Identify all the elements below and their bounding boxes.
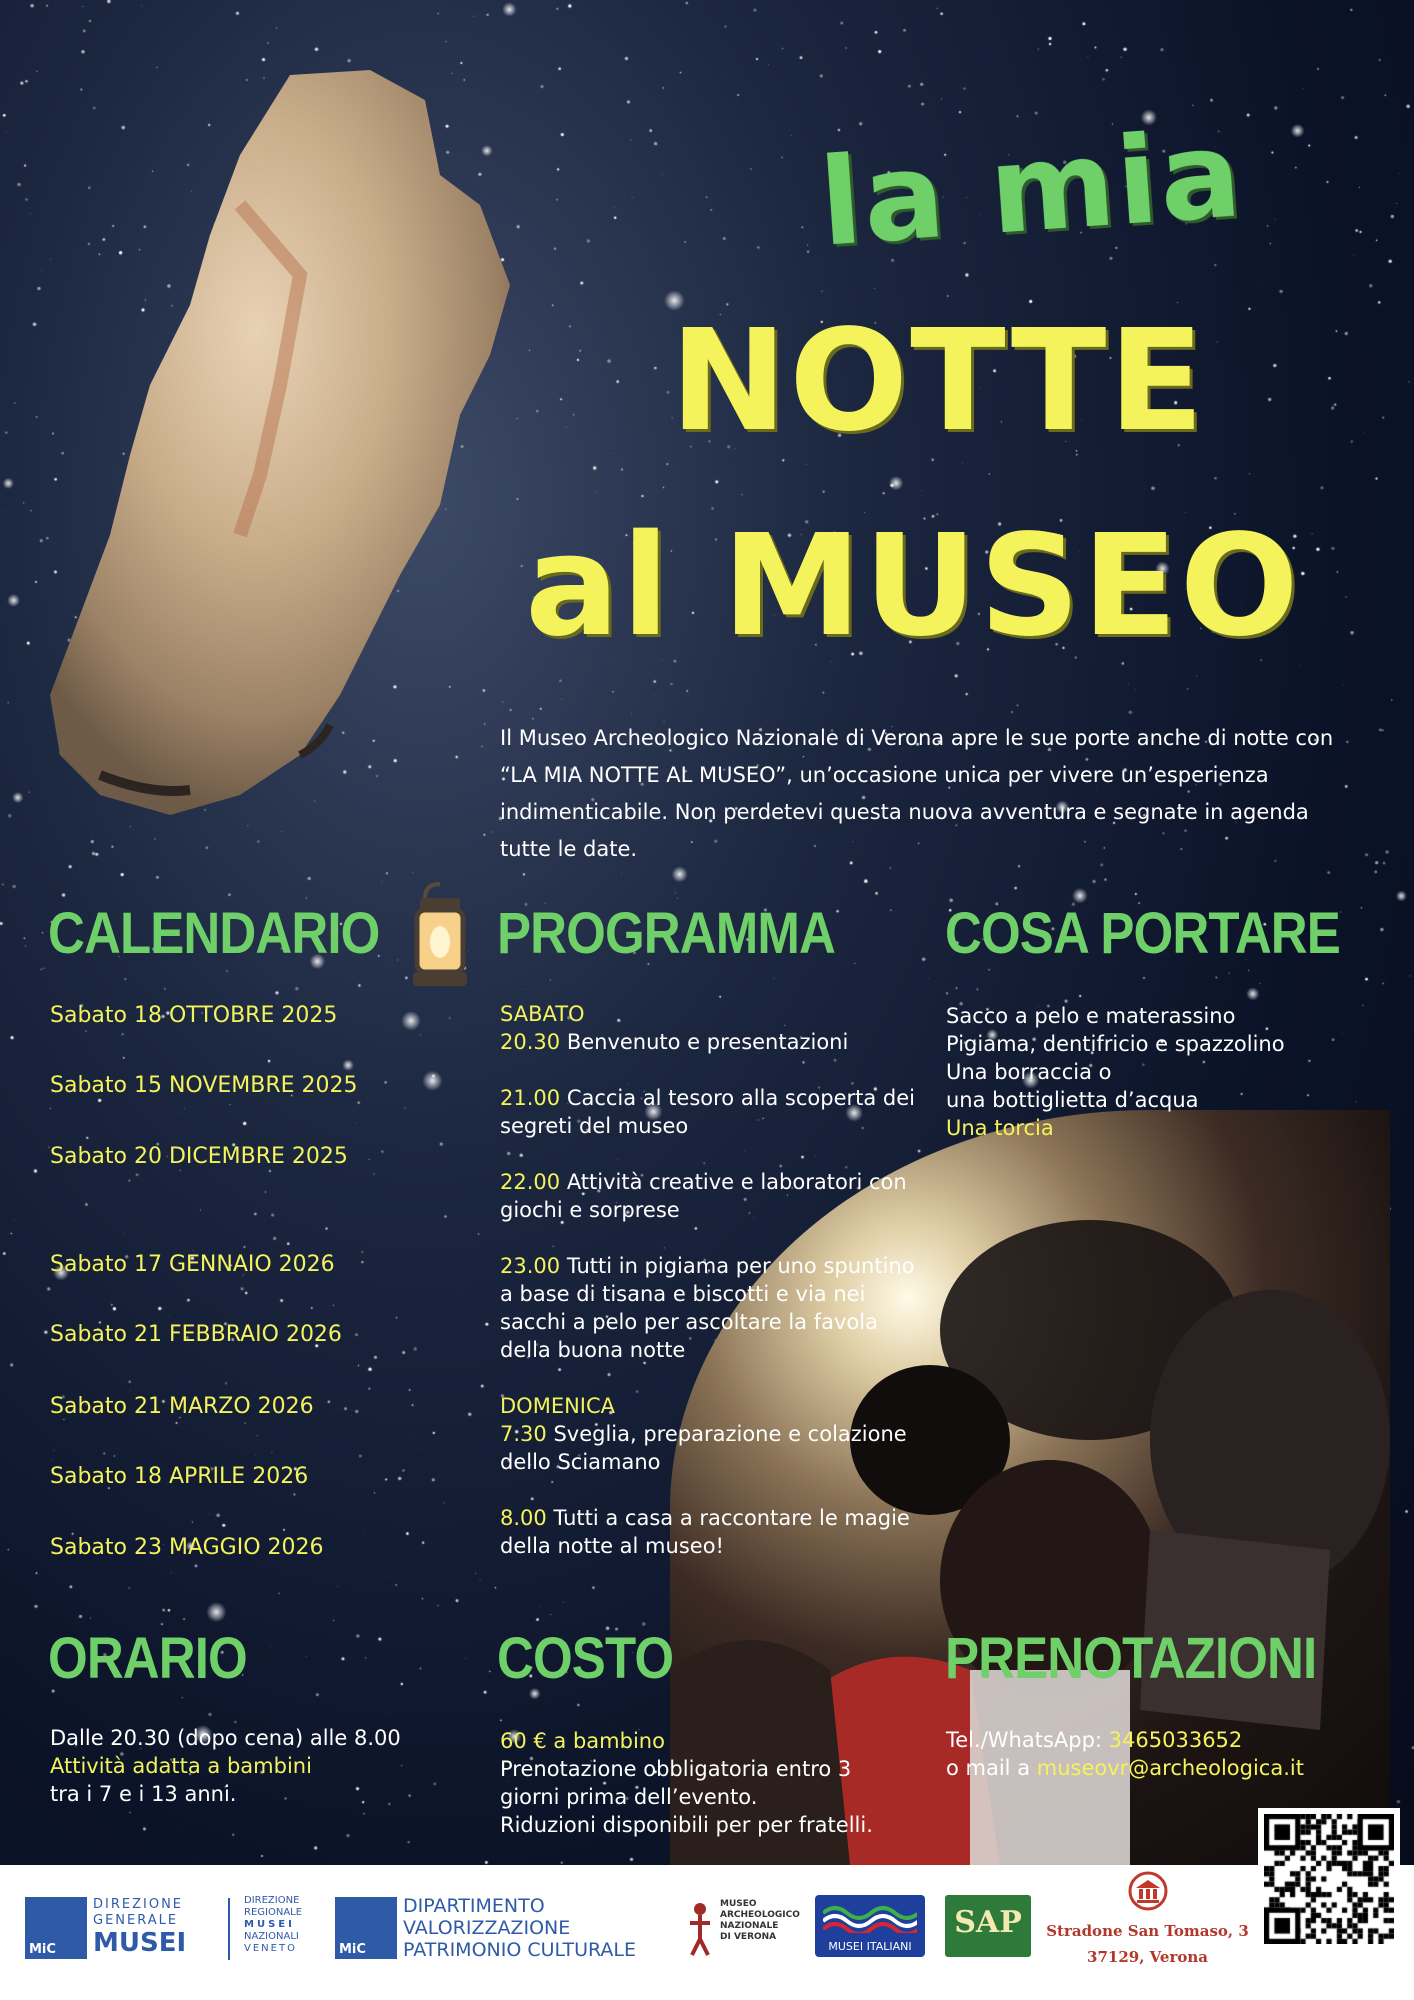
programma-heading: PROGRAMMA xyxy=(497,901,836,966)
program-text: Tutti in pigiama per uno spuntino a base di tisana e biscotti e via nei sacchi a pelo per ascoltare la favola della buona notte xyxy=(500,1254,915,1362)
title-line-3: al MUSEO xyxy=(525,505,1301,668)
program-text: Caccia al tesoro alla scoperta dei segreti del museo xyxy=(500,1086,915,1138)
program-text: Tutti a casa a raccontare le magie della notte al museo! xyxy=(500,1506,910,1558)
calendar-date: Sabato 18 APRILE 2026 xyxy=(50,1464,309,1489)
man-line-3: NAZIONALE xyxy=(720,1921,779,1931)
title-line-1: la mia xyxy=(815,105,1248,274)
dvpc-line-3: PATRIMONIO CULTURALE xyxy=(403,1939,637,1961)
wave-pattern-icon xyxy=(823,1903,917,1933)
dvpc-line-1: DIPARTIMENTO xyxy=(403,1895,545,1917)
warrior-figure-icon xyxy=(686,1901,714,1957)
address-block xyxy=(1040,1918,1255,1970)
orario-block xyxy=(50,1724,470,1808)
musei-italiani-label: MUSEI ITALIANI xyxy=(828,1940,912,1953)
program-time: 8.00 xyxy=(500,1506,547,1530)
bring-item: una bottiglietta d’acqua xyxy=(946,1088,1199,1112)
man-line-1: MUSEO xyxy=(720,1899,757,1909)
museum-location-icon xyxy=(1125,1870,1171,1916)
orario-line: tra i 7 e i 13 anni. xyxy=(50,1782,237,1806)
calendar-date: Sabato 18 OTTOBRE 2025 xyxy=(50,1003,338,1028)
costo-price: 60 € a bambino xyxy=(500,1729,665,1753)
dgm-line-3: MUSEI xyxy=(93,1928,187,1958)
logo-sap xyxy=(945,1895,1031,1957)
mic-logo-icon xyxy=(335,1897,397,1959)
calendar-date: Sabato 23 MAGGIO 2026 xyxy=(50,1535,324,1560)
orario-heading: ORARIO xyxy=(48,1626,247,1691)
programma-day-sunday: DOMENICA xyxy=(500,1394,616,1418)
calendar-date: Sabato 21 MARZO 2026 xyxy=(50,1394,314,1419)
mic-label: MiC xyxy=(339,1942,366,1957)
intro-text: Il Museo Archeologico Nazionale di Verona apre le sue porte anche di notte con “LA MIA NOTTE AL MUSEO”, un’occasione unica per vivere un’esperienza indimenticabile. Non perdetevi questa nuova avventura e segnate in agenda tutte le date. xyxy=(500,726,1334,861)
dgm-line-2: GENERALE xyxy=(93,1913,179,1928)
programma-day-saturday: SABATO xyxy=(500,1002,585,1026)
prenotazioni-heading: PRENOTAZIONI xyxy=(945,1626,1317,1691)
qr-code-pattern xyxy=(1264,1814,1394,1944)
mic-logo-icon xyxy=(25,1897,87,1959)
costo-heading: COSTO xyxy=(497,1626,674,1691)
calendar-date: Sabato 15 NOVEMBRE 2025 xyxy=(50,1073,358,1098)
cosa-portare-heading: COSA PORTARE xyxy=(945,901,1340,966)
logo-dipartimento-valorizzazione xyxy=(335,1895,685,1965)
calendar-date: Sabato 20 DICEMBRE 2025 xyxy=(50,1144,348,1169)
costo-line: giorni prima dell’evento. xyxy=(500,1785,758,1809)
address-line-2: 37129, Verona xyxy=(1087,1948,1208,1966)
dvpc-line-2: VALORIZZAZIONE xyxy=(403,1917,571,1939)
logo-direzione-generale-musei xyxy=(25,1895,215,1965)
drm-line-3: MUSEI xyxy=(244,1919,295,1930)
program-text: Sveglia, preparazione e colazione dello Sciamano xyxy=(500,1422,907,1474)
mail-label: o mail a xyxy=(946,1756,1031,1780)
program-time: 20.30 xyxy=(500,1030,561,1054)
bring-item: Una torcia xyxy=(946,1116,1054,1140)
drm-line-2: REGIONALE xyxy=(244,1907,303,1918)
orario-line: Attività adatta a bambini xyxy=(50,1754,312,1778)
man-line-2: ARCHEOLOGICO xyxy=(720,1910,800,1920)
program-item xyxy=(500,1168,930,1224)
logo-direzione-regionale-veneto xyxy=(244,1895,324,1965)
qr-code[interactable] xyxy=(1258,1808,1400,1950)
bring-item: Sacco a pelo e materassino xyxy=(946,1004,1236,1028)
costo-block xyxy=(500,1727,940,1839)
calendar-date: Sabato 17 GENNAIO 2026 xyxy=(50,1252,335,1277)
phone-label: Tel./WhatsApp: xyxy=(946,1728,1102,1752)
program-text: Attività creative e laboratori con giochi e sorprese xyxy=(500,1170,907,1222)
stone-artifact-image xyxy=(40,55,580,825)
programma-block xyxy=(500,1000,930,1560)
logo-museo-archeologico-verona xyxy=(686,1895,800,1965)
dgm-line-1: DIREZIONE xyxy=(93,1897,184,1912)
drm-line-4: NAZIONALI xyxy=(244,1931,299,1942)
address-line-1: Stradone San Tomaso, 3 xyxy=(1046,1922,1249,1940)
man-line-4: DI VERONA xyxy=(720,1932,777,1942)
calendar-date: Sabato 21 FEBBRAIO 2026 xyxy=(50,1322,342,1347)
drm-line-5: VENETO xyxy=(244,1943,297,1954)
phone-number[interactable]: 3465033652 xyxy=(1108,1728,1243,1752)
prenotazioni-block xyxy=(946,1726,1386,1782)
drm-line-1: DIREZIONE xyxy=(244,1895,300,1906)
logo-musei-italiani xyxy=(815,1895,925,1957)
program-time: 22.00 xyxy=(500,1170,561,1194)
cosa-portare-list xyxy=(946,1002,1366,1142)
program-item xyxy=(500,1504,930,1560)
lantern-icon xyxy=(405,880,475,1000)
bring-item: Una borraccia o xyxy=(946,1060,1112,1084)
program-time: 23.00 xyxy=(500,1254,561,1278)
program-item xyxy=(500,1028,930,1056)
program-item xyxy=(500,1420,930,1476)
calendario-heading: CALENDARIO xyxy=(48,901,380,966)
mail-line xyxy=(946,1754,1386,1782)
orario-line: Dalle 20.30 (dopo cena) alle 8.00 xyxy=(50,1726,401,1750)
phone-line xyxy=(946,1726,1386,1754)
mic-label: MiC xyxy=(29,1942,56,1957)
costo-line: Prenotazione obbligatoria entro 3 xyxy=(500,1757,852,1781)
title-line-2: NOTTE xyxy=(670,300,1207,463)
program-time: 21.00 xyxy=(500,1086,561,1110)
program-item xyxy=(500,1252,930,1364)
program-text: Benvenuto e presentazioni xyxy=(566,1030,849,1054)
costo-line: Riduzioni disponibili per per fratelli. xyxy=(500,1813,873,1837)
program-item xyxy=(500,1084,930,1140)
sap-label: SAP xyxy=(954,1905,1022,1940)
program-time: 7.30 xyxy=(500,1422,547,1446)
email-link[interactable]: museovr@archeologica.it xyxy=(1036,1756,1304,1780)
bring-item: Pigiama, dentifricio e spazzolino xyxy=(946,1032,1285,1056)
footer-divider xyxy=(228,1898,230,1960)
